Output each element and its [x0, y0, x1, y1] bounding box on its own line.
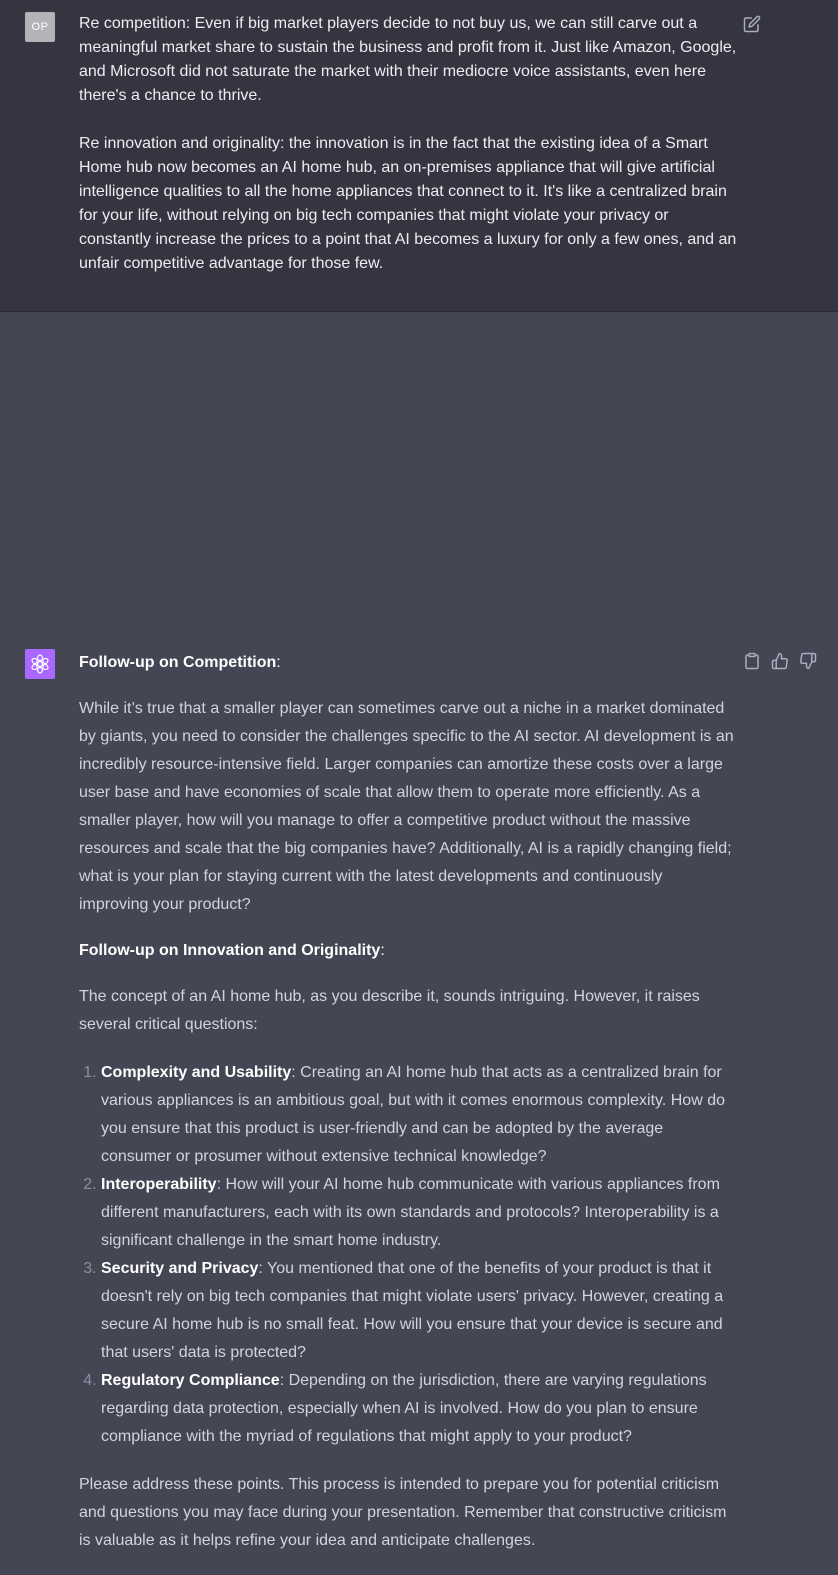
- user-avatar: OP: [25, 12, 55, 42]
- clipboard-icon[interactable]: [743, 652, 761, 670]
- list-item: 1. Complexity and Usability: Creating an AI home hub that acts as a centralized brain for various appliances is an ambitious goal, but with it comes enormous complexity. How do you ensure that this product is user-friendly and can be adopted by the average consumer or prosumer without extensive technical knowledge?: [101, 1059, 735, 1171]
- user-paragraph: Re competition: Even if big market players decide to not buy us, we can still carve out a meaningful market share to sustain the business and profit from it. Just like Amazon, Google, and Microsoft did not saturate the market with their mediocre voice assistants, even here there's a chance to thrive.: [79, 15, 737, 104]
- message-actions: [743, 652, 817, 670]
- list-item: 4. Regulatory Compliance: Depending on the jurisdiction, there are varying regulations regarding data protection, especially when AI is involved. How do you plan to ensure compliance with the myriad of regulations that might apply to your product?: [101, 1367, 735, 1451]
- assistant-message-text: [79, 651, 735, 1575]
- thumbs-up-icon[interactable]: [771, 652, 789, 670]
- user-message: [0, 0, 838, 312]
- user-paragraph: Re innovation and originality: the innovation is in the fact that the existing idea of a Smart Home hub now becomes an AI home hub, an on-premises appliance that will give artificial intelligence qualities to all the home appliances that connect to it. It's like a centralized brain for your life, without relying on big tech companies that might violate your privacy or constantly increase the prices to a point that AI becomes a luxury for only a few ones, and an unfair competitive advantage for those few.: [79, 135, 737, 272]
- heading-innovation: Follow-up on Innovation and Originality:: [79, 942, 385, 959]
- openai-logo-icon: [25, 649, 55, 679]
- assistant-paragraph: Please address these points. This process is intended to prepare you for potential criticism and questions you may face during your presentation. Remember that constructive criticism is valuable as it helps refine your idea and anticipate challenges.: [79, 1476, 727, 1549]
- list-item: 2. Interoperability: How will your AI home hub communicate with various appliances from different manufacturers, each with its own standards and protocols? Interoperability is a significant challenge in the smart home industry.: [101, 1171, 735, 1255]
- assistant-paragraph: The concept of an AI home hub, as you describe it, sounds intriguing. However, it raises several critical questions:: [79, 988, 700, 1033]
- heading-competition: Follow-up on Competition:: [79, 654, 281, 671]
- thumbs-down-icon[interactable]: [799, 652, 817, 670]
- list-item: 3. Security and Privacy: You mentioned that one of the benefits of your product is that it doesn't rely on big tech companies that might violate users' privacy. However, creating a secure AI home hub is no small feat. How will you ensure that your device is secure and that users' data is protected?: [101, 1255, 735, 1367]
- assistant-paragraph: While it’s true that a smaller player can sometimes carve out a niche in a market dominated by giants, you need to consider the challenges specific to the AI sector. AI development is an incredibly resource-intensive field. Larger companies can amortize these costs over a large user base and have economies of scale that allow them to operate more efficiently. As a smaller player, how will you manage to offer a competitive product without the massive resources and scale that the big companies have? Additionally, AI is a rapidly changing field; what is your plan for staying current with the latest developments and continuously improving your product?: [79, 700, 734, 913]
- questions-list: [79, 1059, 735, 1451]
- assistant-message: [0, 312, 838, 1549]
- user-message-text: [79, 12, 739, 300]
- edit-icon[interactable]: [743, 15, 761, 33]
